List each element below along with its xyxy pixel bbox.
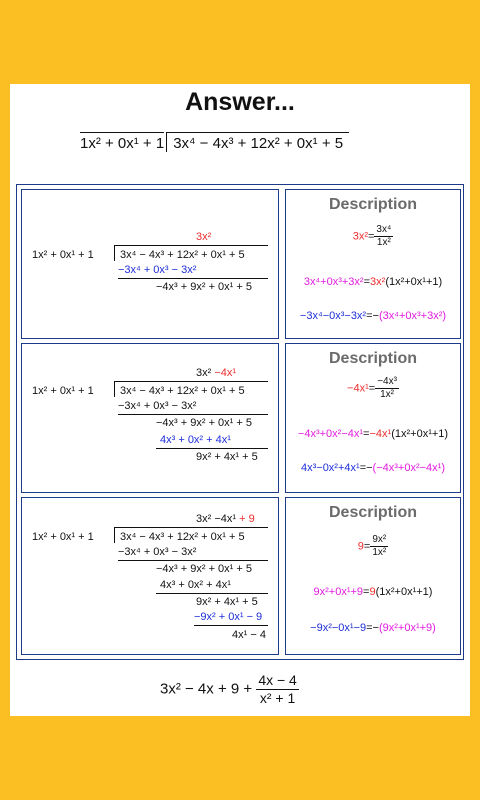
- step-2-line-3: 4x³ + 0x² + 4x¹: [160, 434, 231, 446]
- step-3-divisor: 1x² + 0x¹ + 1: [32, 531, 94, 543]
- step-3-quotient: 3x² −4x¹ + 9: [196, 513, 255, 525]
- step-2-divisor: 1x² + 0x¹ + 1: [32, 385, 94, 397]
- description-2-ratio: −4x¹= $\frac{\text{−4x³}}{\text{1x²}}$: [347, 376, 397, 400]
- step-3-line-1: −3x⁴ + 0x³ − 3x²: [118, 546, 197, 558]
- step-2-quotient: 3x² −4x¹: [196, 367, 237, 379]
- final-whole: 3x² − 4x + 9 +: [160, 680, 253, 698]
- step-1-remainder: −4x³ + 9x² + 0x¹ + 5: [156, 281, 252, 293]
- step-3-panel: [21, 497, 279, 655]
- page-title: Answer...: [185, 88, 295, 116]
- problem-statement: [80, 132, 349, 152]
- step-1-subtract: −3x⁴ + 0x³ − 3x²: [118, 264, 197, 276]
- description-3-ratio: 9= $\frac{\text{9x²}}{\text{1x²}}$: [357, 534, 387, 558]
- step-1-panel: [21, 189, 279, 339]
- final-answer: [160, 672, 299, 707]
- description-3-negate: −9x²−0x¹−9=−(9x²+0x¹+9): [310, 622, 436, 634]
- final-numerator: 4x − 4: [258, 672, 297, 688]
- description-1-negate: −3x⁴−0x³−3x²=−(3x⁴+0x³+3x²): [299, 310, 447, 322]
- description-3-multiply: 9x²+0x¹+9=9(1x²+0x¹+1): [313, 586, 433, 598]
- step-3-line-5: −9x² + 0x¹ − 9: [194, 611, 263, 623]
- description-3-title: Description: [328, 504, 417, 521]
- description-1-title: Description: [328, 196, 417, 213]
- description-1-ratio: 3x²= $\frac{\text{3x⁴}}{\text{1x²}}$: [352, 224, 392, 248]
- step-1-quotient: 3x²: [196, 231, 212, 243]
- description-2-panel: [285, 343, 461, 493]
- step-2-dividend: 3x⁴ − 4x³ + 12x² + 0x¹ + 5: [120, 385, 245, 397]
- description-3-panel: [285, 497, 461, 655]
- step-1-divisor: 1x² + 0x¹ + 1: [32, 249, 94, 261]
- step-2-line-1: −3x⁴ + 0x³ − 3x²: [118, 400, 197, 412]
- step-2-line-4: 9x² + 4x¹ + 5: [196, 451, 258, 463]
- description-2-title: Description: [328, 350, 417, 367]
- problem-divisor: 1x² + 0x¹ + 1: [80, 132, 164, 152]
- steps-grid: [16, 184, 464, 660]
- step-2-panel: [21, 343, 279, 493]
- step-2-line-2: −4x³ + 9x² + 0x¹ + 5: [156, 417, 252, 429]
- step-1-dividend: 3x⁴ − 4x³ + 12x² + 0x¹ + 5: [120, 249, 245, 261]
- step-3-line-4: 9x² + 4x¹ + 5: [196, 596, 258, 608]
- description-1-panel: [285, 189, 461, 339]
- step-3-line-6: 4x¹ − 4: [232, 629, 266, 641]
- step-3-line-3: 4x³ + 0x² + 4x¹: [160, 579, 231, 591]
- problem-dividend: 3x⁴ − 4x³ + 12x² + 0x¹ + 5: [166, 132, 349, 152]
- description-1-multiply: 3x⁴+0x³+3x²=3x²(1x²+0x¹+1): [303, 276, 443, 288]
- description-2-negate: 4x³−0x²+4x¹=−(−4x³+0x²−4x¹): [300, 462, 445, 474]
- step-3-line-2: −4x³ + 9x² + 0x¹ + 5: [156, 563, 252, 575]
- description-2-multiply: −4x³+0x²−4x¹=−4x¹(1x²+0x¹+1): [297, 428, 449, 440]
- answer-card: [10, 84, 470, 716]
- step-3-dividend: 3x⁴ − 4x³ + 12x² + 0x¹ + 5: [120, 531, 245, 543]
- final-denominator: x² + 1: [259, 690, 296, 706]
